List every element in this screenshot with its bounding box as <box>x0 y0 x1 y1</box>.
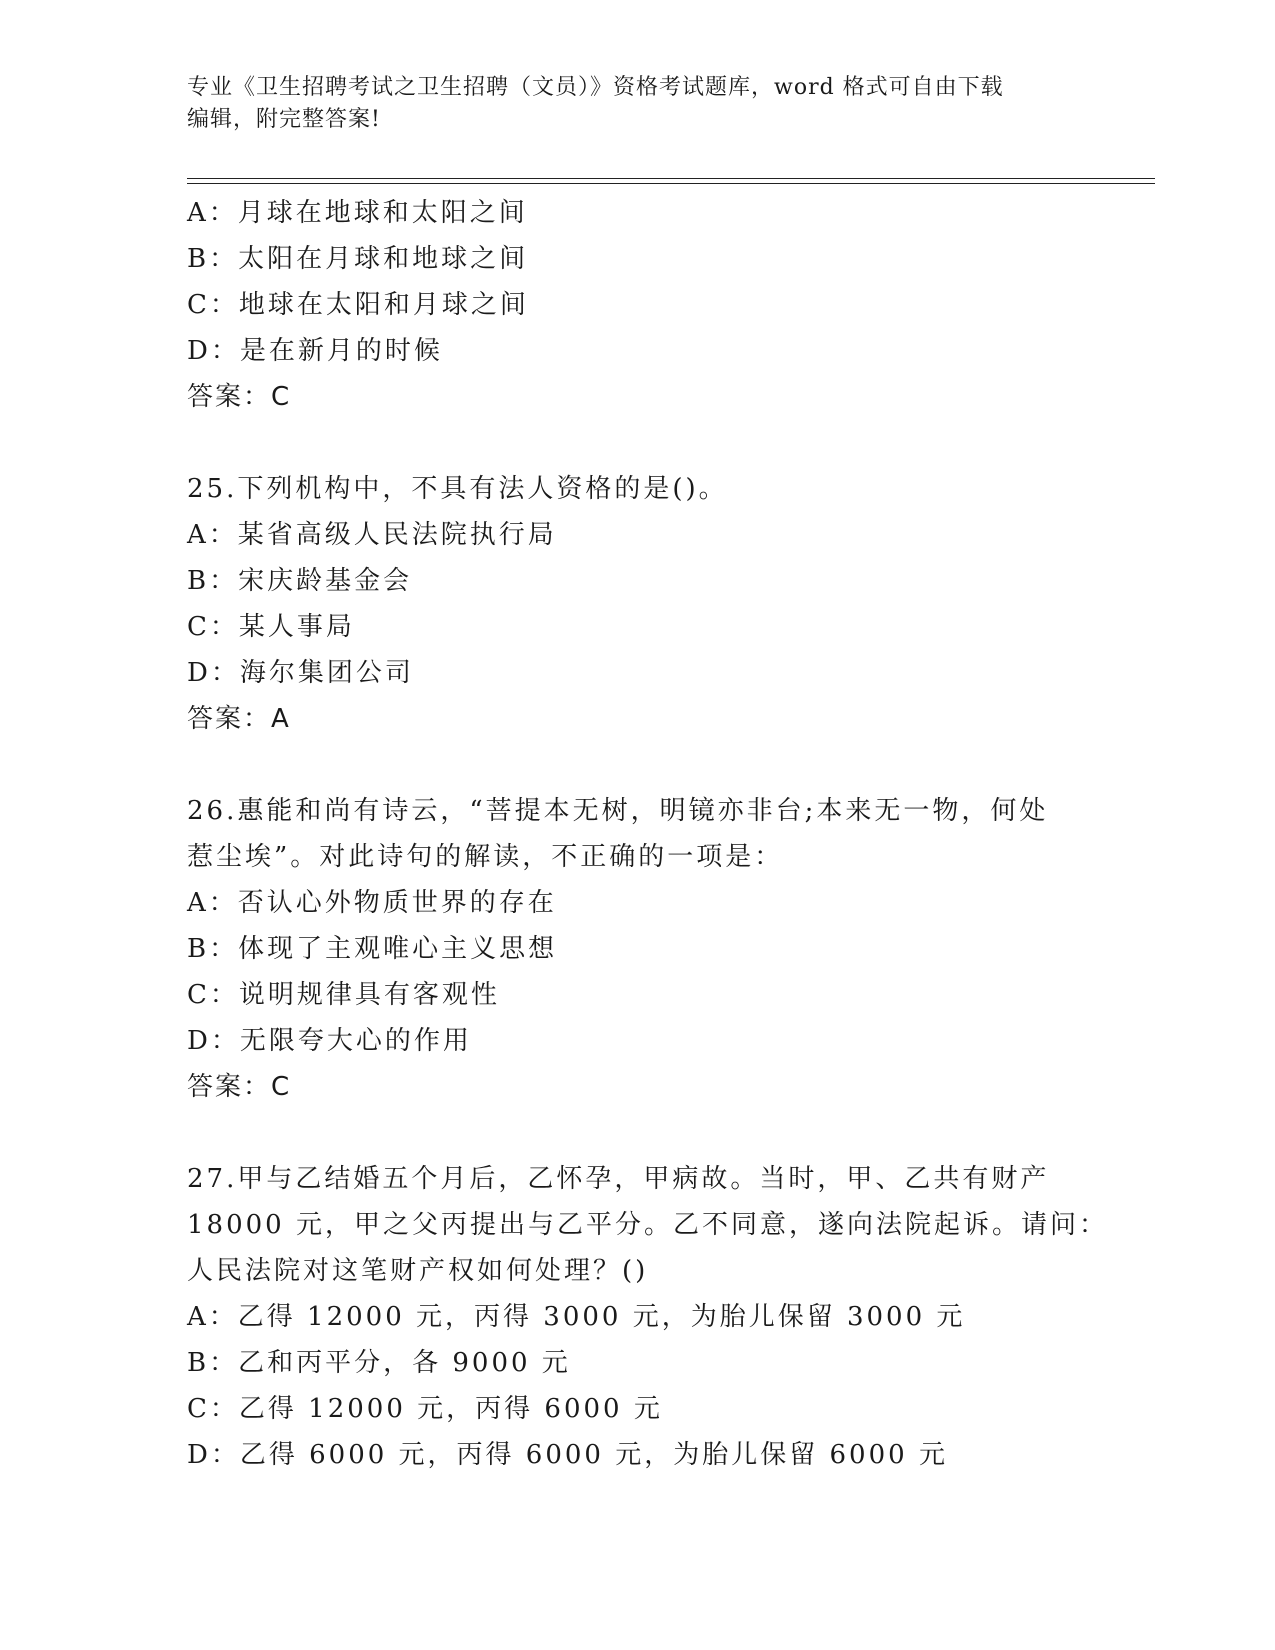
spacer <box>187 1110 1087 1156</box>
question-25 <box>187 466 1087 742</box>
option-a: A：否认心外物质世界的存在 <box>187 888 557 918</box>
option-d: D：乙得 6000 元，丙得 6000 元，为胎儿保留 6000 元 <box>187 1440 948 1470</box>
option-b: B：太阳在月球和地球之间 <box>187 244 529 274</box>
option-b: B：体现了主观唯心主义思想 <box>187 934 558 964</box>
header-rule-bottom <box>187 183 1155 184</box>
question-text-line-2: 18000 元，甲之父丙提出与乙平分。乙不同意，遂向法院起诉。请问： <box>187 1210 1108 1240</box>
option-c: C：某人事局 <box>187 612 355 642</box>
answer: 答案：C <box>187 382 292 412</box>
header-line-2: 编辑，附完整答案! <box>187 107 381 132</box>
question-24 <box>187 190 1087 420</box>
option-d: D：是在新月的时候 <box>187 336 443 366</box>
header-line-1: 专业《卫生招聘考试之卫生招聘（文员）》资格考试题库，word 格式可自由下载 <box>187 75 1004 100</box>
document-header <box>187 72 1067 136</box>
question-list <box>187 190 1108 1478</box>
header-rule-top <box>187 178 1155 179</box>
option-d: D：无限夸大心的作用 <box>187 1026 472 1056</box>
option-c: C：地球在太阳和月球之间 <box>187 290 529 320</box>
option-a: A：乙得 12000 元，丙得 3000 元，为胎儿保留 3000 元 <box>187 1302 966 1332</box>
spacer <box>187 742 1087 788</box>
option-d: D：海尔集团公司 <box>187 658 414 688</box>
answer: 答案：C <box>187 1072 292 1102</box>
question-text-line-1: 27.甲与乙结婚五个月后，乙怀孕，甲病故。当时，甲、乙共有财产 <box>187 1164 1050 1194</box>
question-text: 25.下列机构中，不具有法人资格的是()。 <box>187 474 728 504</box>
spacer <box>187 420 1087 466</box>
option-b: B：乙和丙平分，各 9000 元 <box>187 1348 571 1378</box>
option-a: A：月球在地球和太阳之间 <box>187 198 528 228</box>
question-26 <box>187 788 1087 1110</box>
question-text-line-3: 人民法院对这笔财产权如何处理？() <box>187 1256 649 1286</box>
option-c: C：乙得 12000 元，丙得 6000 元 <box>187 1394 663 1424</box>
answer: 答案：A <box>187 704 291 734</box>
option-b: B：宋庆龄基金会 <box>187 566 413 596</box>
option-c: C：说明规律具有客观性 <box>187 980 500 1010</box>
question-text-line-1: 26.惠能和尚有诗云，“菩提本无树，明镜亦非台;本来无一物，何处 <box>187 796 1049 826</box>
question-27 <box>187 1156 1108 1478</box>
question-text-line-2: 惹尘埃”。对此诗句的解读，不正确的一项是： <box>187 842 784 872</box>
option-a: A：某省高级人民法院执行局 <box>187 520 557 550</box>
